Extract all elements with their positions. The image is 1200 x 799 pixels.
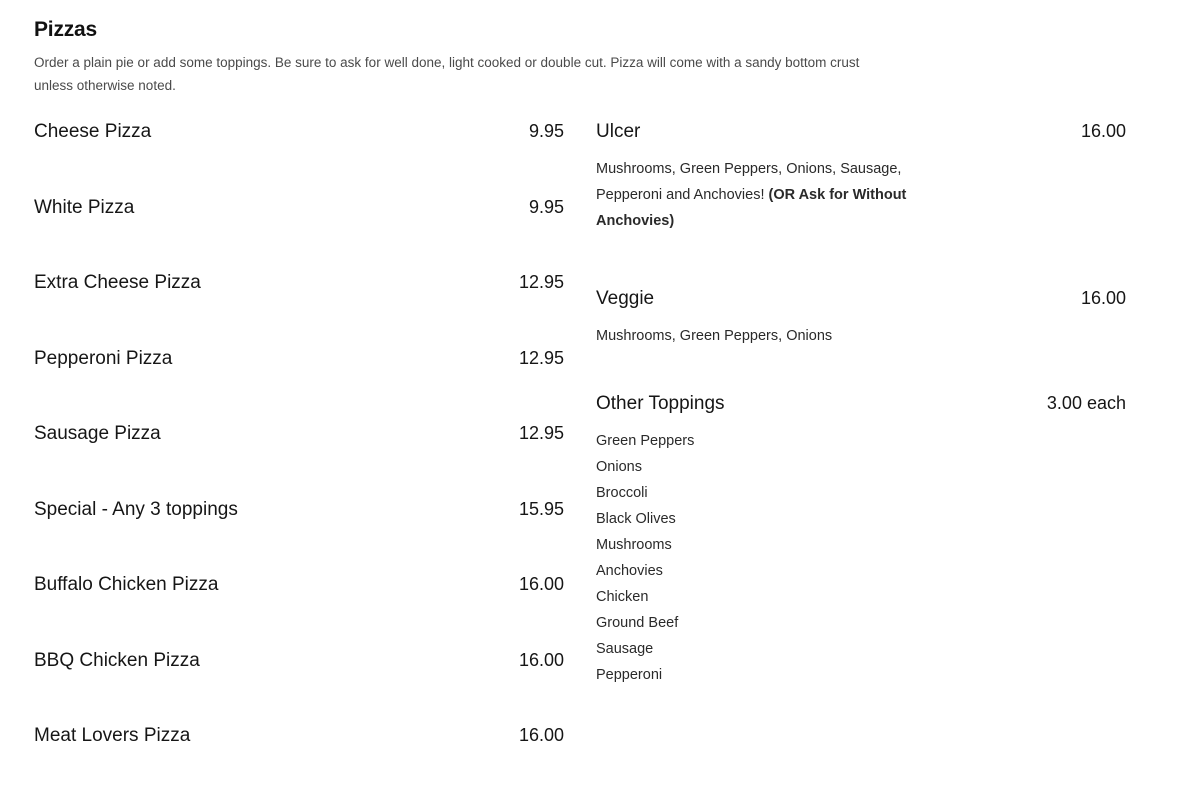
spacer <box>596 349 1126 391</box>
menu-column-right <box>596 119 1126 704</box>
menu-columns <box>34 119 1166 799</box>
menu-item <box>34 119 564 195</box>
list-item: Sausage <box>596 641 654 657</box>
menu-item-header <box>596 119 1126 144</box>
section-description: Order a plain pie or add some toppings. Be sure to ask for well done, light cooked or double cut. Pizza will come with a sandy bottom crust unless otherwise noted. <box>34 55 860 93</box>
list-item: Mushrooms <box>596 537 672 553</box>
menu-item <box>34 195 564 271</box>
menu-item-price: 16.00 <box>1080 288 1126 308</box>
menu-item <box>34 723 564 799</box>
menu-item-name: Cheese Pizza <box>34 121 152 142</box>
menu-item <box>34 346 564 422</box>
ulcer-description-bold: (OR Ask for Without Anchovies) <box>596 187 907 229</box>
menu-item-price: 16.00 <box>518 574 564 594</box>
menu-item-name: Ulcer <box>596 121 641 142</box>
menu-item-name: BBQ Chicken Pizza <box>34 649 200 671</box>
menu-column-left <box>34 119 564 799</box>
menu-item-name: Meat Lovers Pizza <box>34 725 191 746</box>
menu-item-description: Mushrooms, Green Peppers, Onions <box>596 328 833 344</box>
menu-item-price: 16.00 <box>518 649 564 670</box>
list-item: Onions <box>596 459 642 475</box>
list-item: Black Olives <box>596 511 676 527</box>
menu-item-name: Pepperoni Pizza <box>34 347 173 369</box>
list-item: Green Peppers <box>596 433 695 449</box>
menu-item-ulcer <box>596 119 1126 234</box>
menu-item-price: 16.00 <box>518 725 564 745</box>
menu-item-price: 3.00 each <box>1046 393 1126 413</box>
menu-item-name: Extra Cheese Pizza <box>34 272 201 293</box>
menu-item-name: Buffalo Chicken Pizza <box>34 574 219 595</box>
list-item: Ground Beef <box>596 615 679 631</box>
menu-item <box>34 648 564 724</box>
menu-item-description <box>596 156 926 234</box>
menu-item-name: White Pizza <box>34 196 135 218</box>
menu-item-name: Special - Any 3 toppings <box>34 498 238 520</box>
menu-item-other-toppings <box>596 391 1126 688</box>
menu-item-price: 15.95 <box>518 498 564 519</box>
menu-item <box>34 497 564 573</box>
menu-item <box>34 270 564 346</box>
menu-item-header <box>596 391 1126 416</box>
menu-item-price: 12.95 <box>518 272 564 292</box>
ulcer-description-plain: Mushrooms, Green Peppers, Onions, Sausage, Pepperoni and Anchovies! <box>596 161 902 203</box>
menu-item-header <box>596 286 1126 311</box>
list-item: Broccoli <box>596 485 648 501</box>
list-item: Anchovies <box>596 563 663 579</box>
menu-item-price: 12.95 <box>518 423 564 443</box>
menu-item-name: Sausage Pizza <box>34 423 161 444</box>
menu-item-price: 9.95 <box>528 121 564 141</box>
menu-item-name: Other Toppings <box>596 393 725 414</box>
menu-item <box>34 572 564 648</box>
menu-item-price: 12.95 <box>518 347 564 368</box>
menu-item-name: Veggie <box>596 288 655 309</box>
list-item: Pepperoni <box>596 667 663 683</box>
list-item: Chicken <box>596 589 649 605</box>
menu-item-veggie <box>596 286 1126 349</box>
page-title: Pizzas <box>34 18 97 41</box>
menu-item-price: 9.95 <box>528 196 564 217</box>
toppings-list <box>596 428 1126 688</box>
spacer <box>596 234 1126 286</box>
menu-item-price: 16.00 <box>1080 121 1126 141</box>
menu-item <box>34 421 564 497</box>
